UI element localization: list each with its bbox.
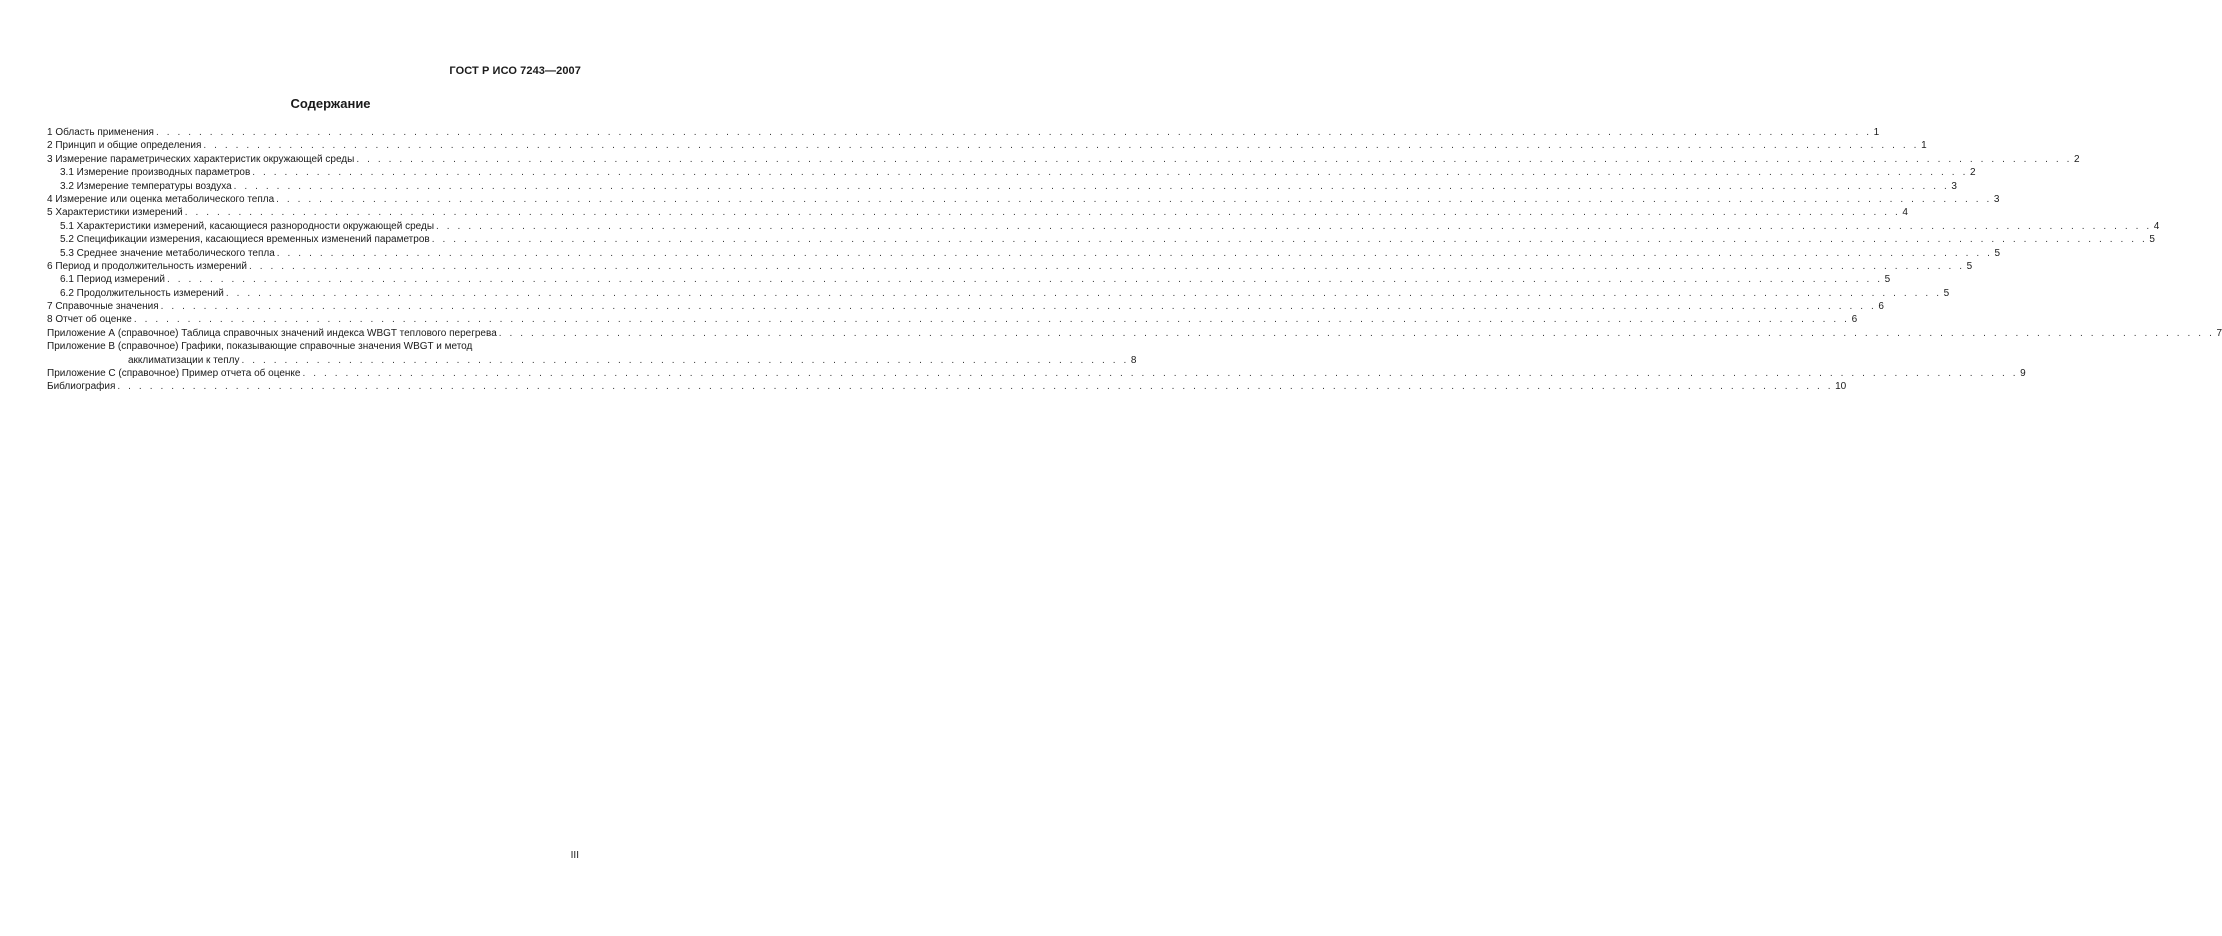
- toc-entry-label: Библиография: [47, 381, 116, 393]
- toc-entry-page: 5: [1994, 247, 2001, 259]
- toc-entry-label: 5.1 Характеристики измерений, касающиеся разнородности окружающей среды: [60, 220, 435, 232]
- toc-entry-label: 6.2 Продолжительность измерений: [60, 287, 224, 299]
- toc-entry-page: 6: [1878, 301, 1884, 313]
- toc-entry-page: 4: [2153, 220, 2160, 232]
- toc-leader-dots: . . . . . . . . . . . . . . . . . . . . . . . . . . . . . . . . . . . . . . . . . . . . . . . . . . . . . . . . . . . . . . . . . . . . . . . . . . . . . . . . . . . . . . . . . . . . . . . . . . . . . . . . . . . . . . . . . . . . . . . . . . . . . . . . . . . . . . . . . . . . . . . . . . . . . . . . . . . . . . . .: [248, 260, 1965, 272]
- toc-entry[interactable]: [47, 233, 2155, 246]
- toc-entry[interactable]: [47, 313, 1858, 326]
- toc-entry-page: 3: [1951, 180, 1957, 192]
- page-title: Содержание: [290, 96, 371, 111]
- toc-leader-dots: . . . . . . . . . . . . . . . . . . . . . . . . . . . . . . . . . . . . . . . . . . . . . . . . . . . . . . . . . . . . . . . . . . . . . . . . . . . . . . . . . . . . . . . . . . . . . . . . . . . . . . . . . . . . . . . . . . . . . . . . . . . . . . . . . . . . . . . . . . . . . . . . . . . . . . . . . . . . . . . .: [203, 140, 1920, 152]
- toc-entry-label: Приложение В (справочное) Графики, показывающие справочные значения WBGT и метод: [47, 341, 473, 353]
- toc-leader-dots: . . . . . . . . . . . . . . . . . . . . . . . . . . . . . . . . . . . . . . . . . . . . . . . . . . . . . . . . . . . . . . . . . . . . . . . . . . . . . . . . . . . . . . . . . . . . . . . . . . . . . . . . . . . . . . . . . . . . . . . . . . . . . . . . . . . . . . . . . . . . . . . . . . . . . . . . . . . . . . . .: [498, 327, 2215, 339]
- toc-entry-label: 2 Принцип и общие определения: [47, 140, 202, 152]
- toc-entry-page: 5: [1966, 260, 1973, 272]
- toc-entry[interactable]: [47, 153, 2080, 166]
- toc-entry-label: 7 Справочные значения: [47, 301, 159, 313]
- toc-entry-label-continued: акклиматизации к теплу: [128, 354, 240, 366]
- toc-entry-label: 3.1 Измерение производных параметров: [60, 167, 251, 179]
- toc-entry-label: 5 Характеристики измерений: [47, 207, 183, 219]
- toc-entry-page: 1: [1873, 126, 1880, 138]
- toc-entry-label: 8 Отчет об оценке: [47, 314, 132, 326]
- toc-entry[interactable]: [47, 193, 2000, 206]
- toc-entry-page: 7: [2216, 327, 2222, 339]
- toc-leader-dots: . . . . . . . . . . . . . . . . . . . . . . . . . . . . . . . . . . . . . . . . . . . . . . . . . . . . . . . . . . . . . . . . . . . . . . . . . . . . . . . . . . . . . . . . . . . . . . . . . . . . . . . . . . . . . . . . . . . . . . . . . . . . . . . . . . . . . . . . . . . . . . . . . . . . . . . . . . . . . . . .: [436, 220, 2152, 232]
- toc-leader-dots: . . . . . . . . . . . . . . . . . . . . . . . . . . . . . . . . . . . . . . . . . . . . . . . . . . . . . . . . . . . . . . . . . . . . . . . . . . . . . . . . . . . . . . . . . . . . . . . . . . . . . . . . . . . . . . . . . . . . . . . . . . . . . . . . . . . . . . . . . . . . . . . . . . . . . . . . . . . . . . . .: [233, 180, 1950, 192]
- toc-leader-dots: . . . . . . . . . . . . . . . . . . . . . . . . . . . . . . . . . . . . . . . . . . . . . . . . . . . . . . . . . . . . . . . . . . . . . . . . . . . . . . . . . . . . . . . . . . . . . . . . . . . . . . . . . . . . . . . . . . . . . . . . . . . . . . . . . . . . . . . . . . . . . . . . . . . . . . . . . . . . . . . .: [166, 274, 1883, 286]
- toc-entry-page: 8: [1130, 354, 1137, 366]
- toc-entry[interactable]: [47, 260, 1973, 273]
- toc-main-entries: [47, 126, 2222, 340]
- toc-entry-page: 5: [1943, 287, 1950, 299]
- toc-entry-label: 6 Период и продолжительность измерений: [47, 260, 247, 272]
- toc-entry[interactable]: [47, 220, 2160, 233]
- toc-leader-dots: . . . . . . . . . . . . . . . . . . . . . . . . . . . . . . . . . . . . . . . . . . . . . . . . . . . . . . . . . . . . . . . . . . . . . . . . . . . . . . . . . . . . . . . . . . . . . . . . . . . . . . . . . . . . . . . . . . . . . . . . . . . . . . . . . . . . . . . . . . . . . . . . . . . . . . . . . . . . . . . .: [252, 167, 1968, 179]
- page-number: III: [570, 850, 579, 861]
- toc-leader-dots: . . . . . . . . . . . . . . . . . . . . . . . . . . . . . . . . . . . . . . . . . . . . . . . . . . . . . . . . . . . . . . . . . . . . . . . . . . . . . . . . . . . . . . . . . . . . . . . . . . . . . . . . . . . . . . . . . . . . . . . . . . . . . . . . . . . . . . . . . . . . . . . . . . . . . . . . . . . . . . . .: [133, 314, 1850, 326]
- toc-leader-dots: . . . . . . . . . . . . . . . . . . . . . . . . . . . . . . . . . . . . . . . . . . . . . . . . . . . . . . . . . . . . . . . . . . . . . . . . . . . . . . . . . . .: [241, 354, 1129, 366]
- toc-entry[interactable]: [47, 126, 1880, 139]
- toc-leader-dots: . . . . . . . . . . . . . . . . . . . . . . . . . . . . . . . . . . . . . . . . . . . . . . . . . . . . . . . . . . . . . . . . . . . . . . . . . . . . . . . . . . . . . . . . . . . . . . . . . . . . . . . . . . . . . . . . . . . . . . . . . . . . . . . . . . . . . . . . . . . . . . . . . . . . . . . . . . . . . . . .: [356, 153, 2073, 165]
- toc-entry-label: 1 Область применения: [47, 126, 154, 138]
- toc-entry[interactable]: [47, 139, 1927, 152]
- toc-entry[interactable]: [47, 327, 2222, 340]
- toc-entry-page: 3: [1993, 193, 2000, 205]
- table-of-contents: [47, 126, 2222, 394]
- toc-entry[interactable]: [47, 247, 2001, 260]
- toc-entry-label: 4 Измерение или оценка метаболического тепла: [47, 193, 275, 205]
- toc-entry[interactable]: [47, 367, 2026, 380]
- toc-leader-dots: . . . . . . . . . . . . . . . . . . . . . . . . . . . . . . . . . . . . . . . . . . . . . . . . . . . . . . . . . . . . . . . . . . . . . . . . . . . . . . . . . . . . . . . . . . . . . . . . . . . . . . . . . . . . . . . . . . . . . . . . . . . . . . . . . . . . . . . . . . . . . . . . . . . . . . . . . . . . . . . .: [160, 301, 1877, 313]
- toc-entry-page: 2: [2074, 153, 2080, 165]
- toc-entry-page: 5: [1884, 274, 1891, 286]
- toc-entry-page: 6: [1851, 314, 1858, 326]
- toc-entry-label: 5.3 Среднее значение метаболического тепла: [60, 247, 275, 259]
- toc-leader-dots: . . . . . . . . . . . . . . . . . . . . . . . . . . . . . . . . . . . . . . . . . . . . . . . . . . . . . . . . . . . . . . . . . . . . . . . . . . . . . . . . . . . . . . . . . . . . . . . . . . . . . . . . . . . . . . . . . . . . . . . . . . . . . . . . . . . . . . . . . . . . . . . . . . . . . . . . . . . . . . . .: [431, 234, 2148, 246]
- toc-entry-page: 9: [2020, 368, 2026, 380]
- toc-entry[interactable]: [47, 166, 1976, 179]
- toc-entry-label: Приложение С (справочное) Пример отчета об оценке: [47, 368, 301, 380]
- toc-entry-page: 1: [1921, 140, 1927, 152]
- toc-entry-page: 10: [1835, 381, 1847, 393]
- toc-leader-dots: . . . . . . . . . . . . . . . . . . . . . . . . . . . . . . . . . . . . . . . . . . . . . . . . . . . . . . . . . . . . . . . . . . . . . . . . . . . . . . . . . . . . . . . . . . . . . . . . . . . . . . . . . . . . . . . . . . . . . . . . . . . . . . . . . . . . . . . . . . . . . . . . . . . . . . . . . . . . . . . .: [155, 126, 1872, 138]
- toc-entry[interactable]: [47, 300, 1884, 313]
- document-code: ГОСТ Р ИСО 7243—2007: [449, 65, 581, 77]
- toc-entry[interactable]: [47, 380, 1847, 393]
- toc-entry-page: 5: [2149, 234, 2155, 246]
- toc-entry[interactable]: [47, 206, 1908, 219]
- toc-leader-dots: . . . . . . . . . . . . . . . . . . . . . . . . . . . . . . . . . . . . . . . . . . . . . . . . . . . . . . . . . . . . . . . . . . . . . . . . . . . . . . . . . . . . . . . . . . . . . . . . . . . . . . . . . . . . . . . . . . . . . . . . . . . . . . . . . . . . . . . . . . . . . . . . . . . . . . . . . . . . . . . .: [276, 193, 1992, 205]
- toc-entry[interactable]: [47, 273, 1891, 286]
- toc-entry-page: 4: [1902, 207, 1908, 219]
- toc-tail-entries: [47, 367, 2026, 394]
- toc-leader-dots: . . . . . . . . . . . . . . . . . . . . . . . . . . . . . . . . . . . . . . . . . . . . . . . . . . . . . . . . . . . . . . . . . . . . . . . . . . . . . . . . . . . . . . . . . . . . . . . . . . . . . . . . . . . . . . . . . . . . . . . . . . . . . . . . . . . . . . . . . . . . . . . . . . . . . . . . . . . . . . . .: [117, 381, 1834, 393]
- toc-entry-label: 6.1 Период измерений: [60, 274, 165, 286]
- toc-leader-dots: . . . . . . . . . . . . . . . . . . . . . . . . . . . . . . . . . . . . . . . . . . . . . . . . . . . . . . . . . . . . . . . . . . . . . . . . . . . . . . . . . . . . . . . . . . . . . . . . . . . . . . . . . . . . . . . . . . . . . . . . . . . . . . . . . . . . . . . . . . . . . . . . . . . . . . . . . . . . . . . .: [302, 368, 2019, 380]
- toc-entry[interactable]: [47, 180, 1957, 193]
- toc-entry[interactable]: [47, 287, 1950, 300]
- toc-entry-annex-b[interactable]: [47, 340, 1137, 367]
- toc-leader-dots: . . . . . . . . . . . . . . . . . . . . . . . . . . . . . . . . . . . . . . . . . . . . . . . . . . . . . . . . . . . . . . . . . . . . . . . . . . . . . . . . . . . . . . . . . . . . . . . . . . . . . . . . . . . . . . . . . . . . . . . . . . . . . . . . . . . . . . . . . . . . . . . . . . . . . . . . . . . . . . . .: [225, 287, 1942, 299]
- toc-leader-dots: . . . . . . . . . . . . . . . . . . . . . . . . . . . . . . . . . . . . . . . . . . . . . . . . . . . . . . . . . . . . . . . . . . . . . . . . . . . . . . . . . . . . . . . . . . . . . . . . . . . . . . . . . . . . . . . . . . . . . . . . . . . . . . . . . . . . . . . . . . . . . . . . . . . . . . . . . . . . . . . .: [184, 207, 1901, 219]
- toc-entry-page: 2: [1969, 167, 1976, 179]
- toc-entry-label: 3.2 Измерение температуры воздуха: [60, 180, 232, 192]
- toc-entry-label: Приложение А (справочное) Таблица справочных значений индекса WBGT теплового перегрева: [47, 327, 497, 339]
- toc-entry-label: 5.2 Спецификации измерения, касающиеся временных изменений параметров: [60, 234, 430, 246]
- toc-leader-dots: . . . . . . . . . . . . . . . . . . . . . . . . . . . . . . . . . . . . . . . . . . . . . . . . . . . . . . . . . . . . . . . . . . . . . . . . . . . . . . . . . . . . . . . . . . . . . . . . . . . . . . . . . . . . . . . . . . . . . . . . . . . . . . . . . . . . . . . . . . . . . . . . . . . . . . . . . . . . . . . .: [276, 247, 1993, 259]
- toc-entry-label: 3 Измерение параметрических характеристик окружающей среды: [47, 153, 355, 165]
